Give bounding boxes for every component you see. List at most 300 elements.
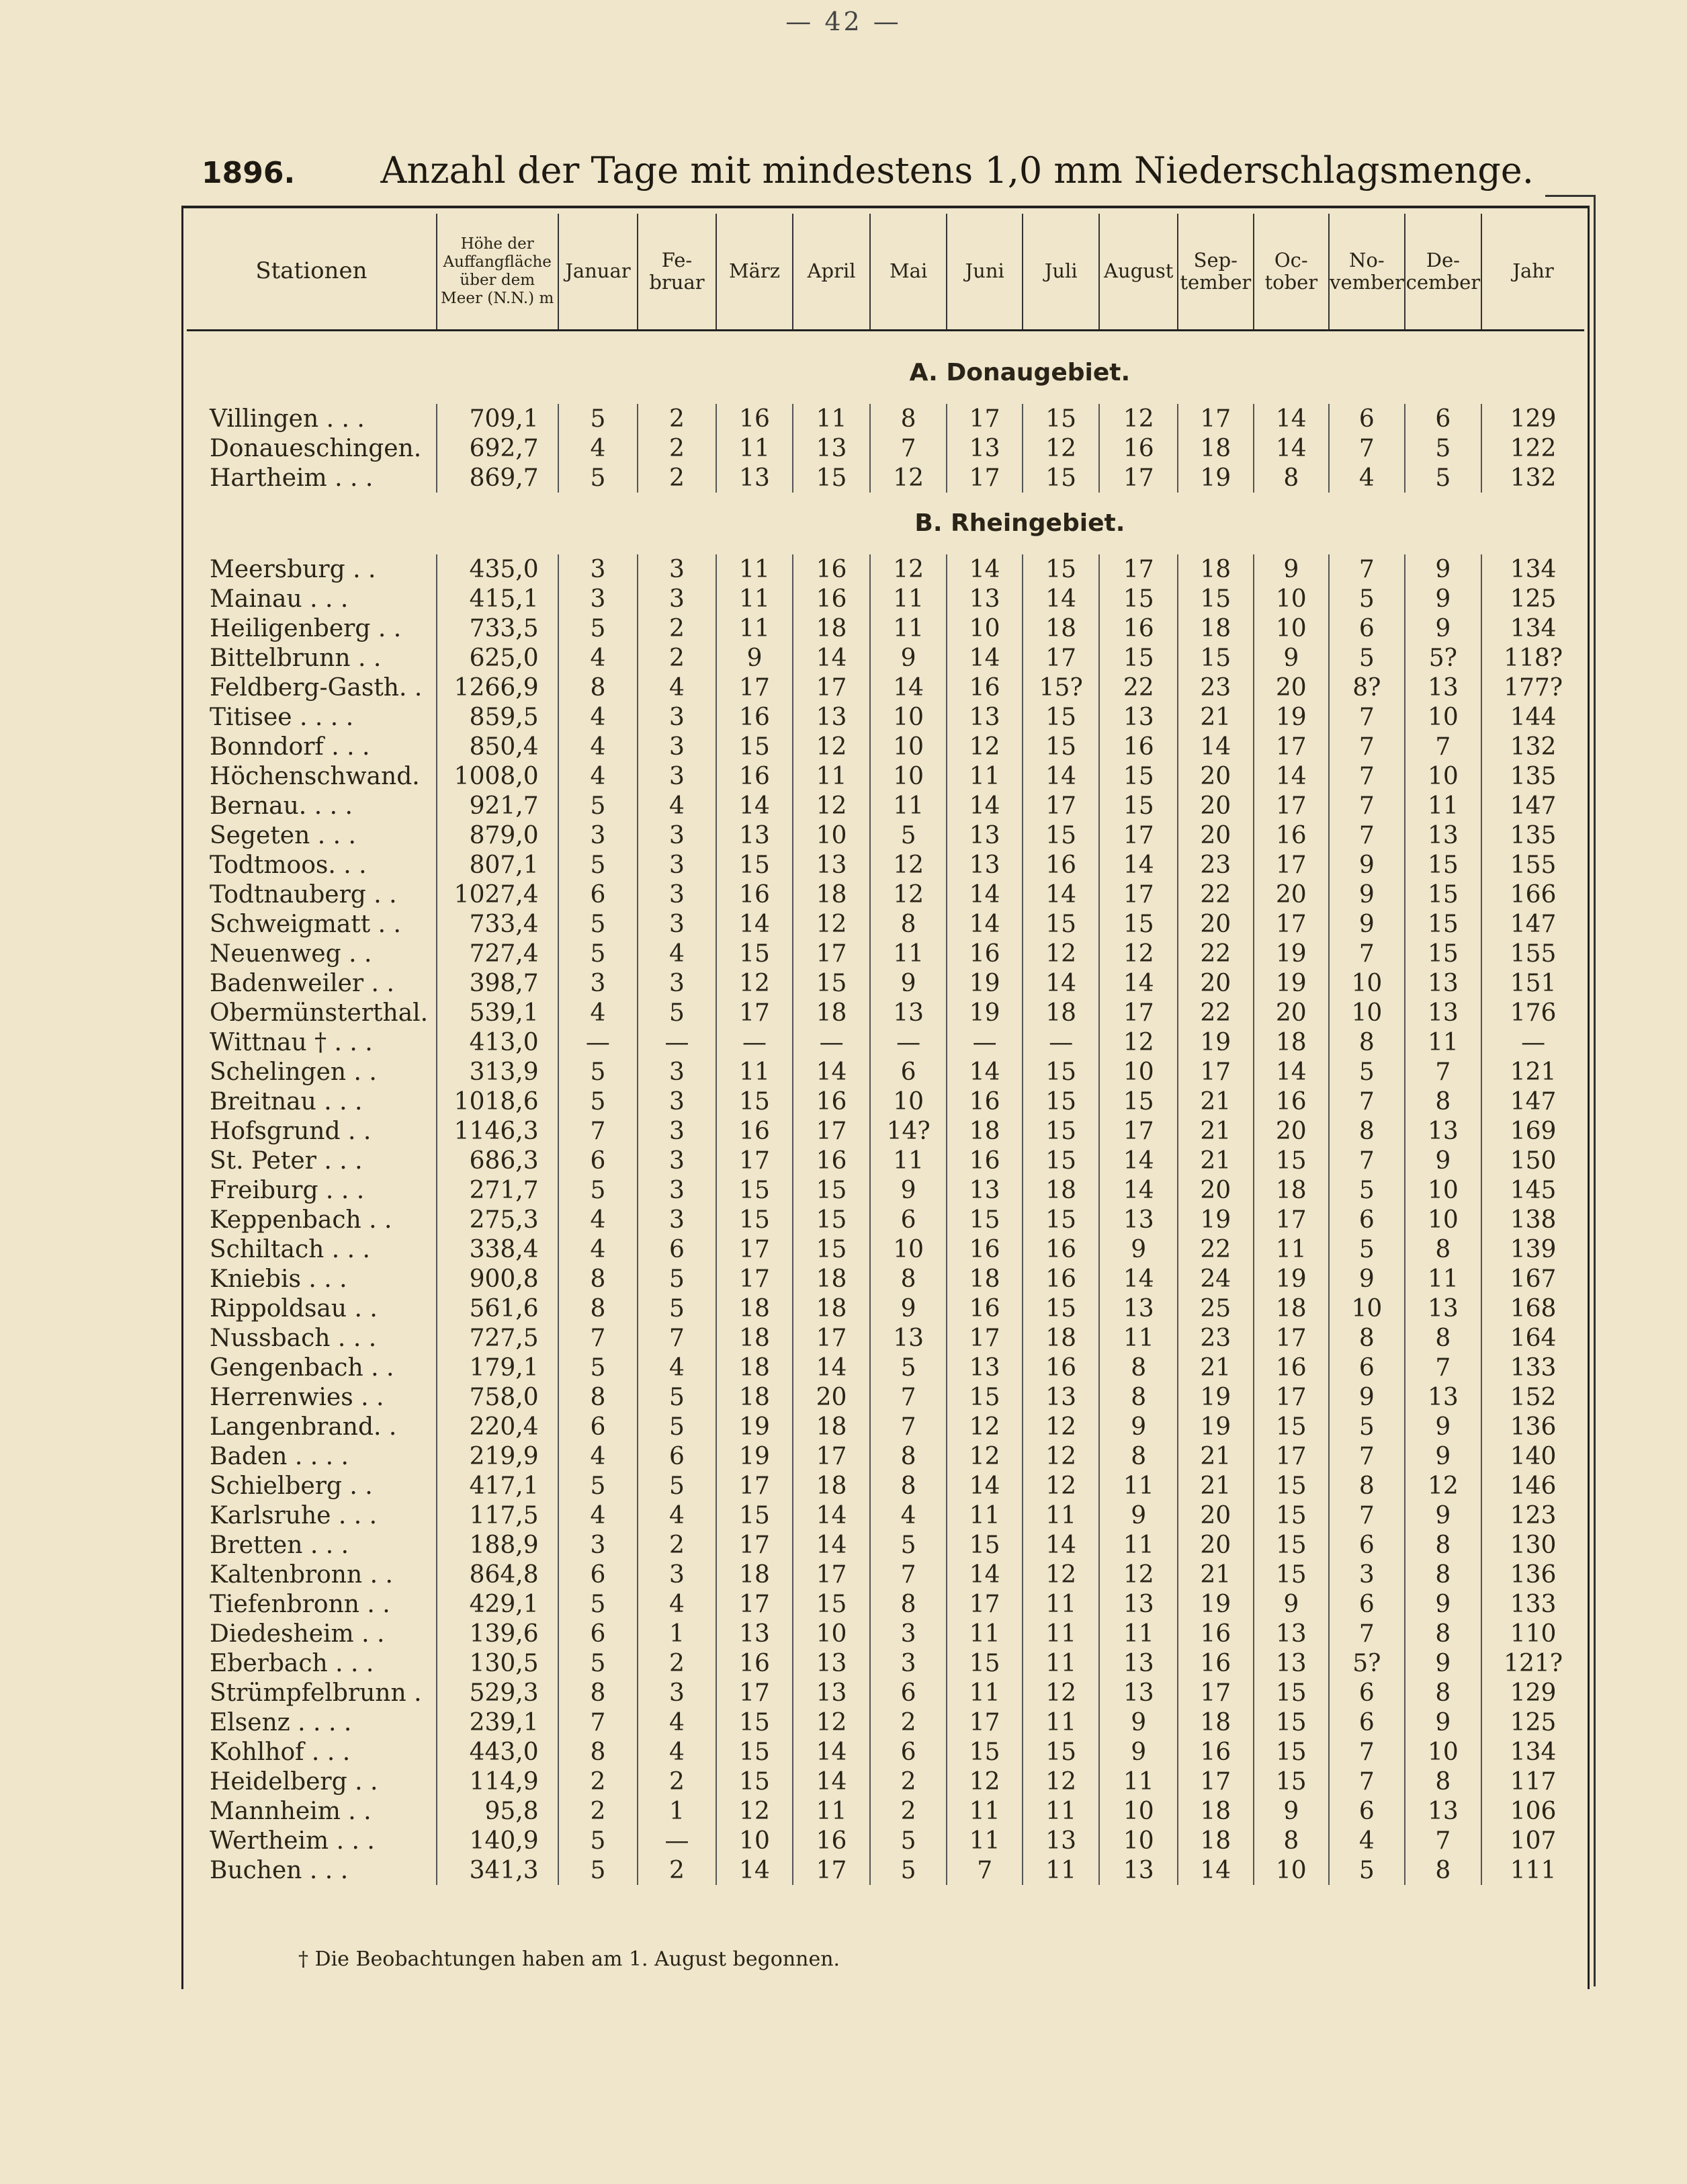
month-value: 18 [1178, 554, 1254, 584]
month-value: 12 [793, 909, 870, 939]
month-value: 4 [558, 1205, 638, 1234]
month-value: 15 [947, 1530, 1023, 1560]
month-value: 15? [1023, 673, 1100, 702]
month-value: 20 [1254, 880, 1330, 909]
table-row [187, 433, 1584, 463]
month-value: 7 [1329, 1441, 1405, 1471]
month-value: 9 [716, 643, 793, 673]
table-row [187, 1087, 1584, 1116]
month-value: 3 [558, 554, 638, 584]
month-value: 11 [1099, 1323, 1178, 1353]
month-value: 11 [1099, 1471, 1178, 1501]
station-name: St. Peter . . . [187, 1146, 437, 1175]
column-header-station: Stationen [187, 214, 437, 331]
month-value: 13 [793, 1648, 870, 1678]
altitude-value: 686,3 [437, 1146, 558, 1175]
month-value: 14 [1099, 1146, 1178, 1175]
altitude-value: 733,5 [437, 614, 558, 643]
month-value: 10 [1405, 702, 1482, 732]
month-value: 21 [1178, 1471, 1254, 1501]
year-total: 123 [1510, 1501, 1557, 1529]
month-value: 10 [1254, 584, 1330, 614]
month-value: 6 [1329, 1678, 1405, 1708]
month-value: 17 [1254, 732, 1330, 761]
month-value: 15 [1023, 1116, 1100, 1146]
station-name: Bernau. . . . [187, 791, 437, 821]
month-value: 21 [1178, 1441, 1254, 1471]
month-value: 7 [1329, 732, 1405, 761]
month-value: 15 [793, 1205, 870, 1234]
month-value: 17 [1254, 850, 1330, 880]
month-value: 16 [793, 1087, 870, 1116]
month-value: 9 [1099, 1501, 1178, 1530]
month-value: 9 [870, 643, 947, 673]
month-value: 18 [716, 1294, 793, 1323]
month-value: 11 [1405, 791, 1482, 821]
column-header-month: April [793, 214, 870, 331]
month-value: 1 [638, 1796, 716, 1826]
section-spacer [187, 493, 558, 540]
month-value: 15 [716, 1708, 793, 1737]
month-value: 14 [716, 1855, 793, 1885]
year-total: 155 [1510, 851, 1557, 879]
month-value: 8? [1329, 673, 1405, 702]
year-total: 177? [1504, 673, 1563, 702]
section-title: A. Donaugebiet. [909, 359, 1131, 386]
month-value: 11 [947, 1678, 1023, 1708]
month-value: 13 [1023, 1826, 1100, 1855]
month-value: 16 [947, 1146, 1023, 1175]
month-value: 7 [1329, 1737, 1405, 1767]
month-value: 9 [1099, 1737, 1178, 1767]
altitude-value: 139,6 [437, 1619, 558, 1648]
month-value: 15 [716, 850, 793, 880]
month-value: 11 [870, 1146, 947, 1175]
month-value: 9 [1405, 584, 1482, 614]
month-value: 5 [558, 909, 638, 939]
month-value: 5 [1405, 463, 1482, 493]
station-name: Kaltenbronn . . [187, 1560, 437, 1589]
month-value: 3 [870, 1648, 947, 1678]
month-value: 2 [558, 1796, 638, 1826]
month-value: 10 [1405, 1205, 1482, 1234]
month-value: 12 [947, 1767, 1023, 1796]
month-value: 17 [1254, 1205, 1330, 1234]
month-value: 9 [870, 1294, 947, 1323]
month-value: 15 [1254, 1767, 1330, 1796]
month-value: 16 [947, 673, 1023, 702]
column-header-month: Juni [947, 214, 1023, 331]
month-value: 17 [1099, 821, 1178, 850]
month-value: 9 [1329, 1382, 1405, 1412]
month-value: 9 [1405, 1412, 1482, 1441]
month-value: 3 [638, 1116, 716, 1146]
table-row [187, 554, 1584, 584]
month-value: 11 [1023, 1619, 1100, 1648]
month-value: 4 [638, 673, 716, 702]
month-value: 11 [793, 404, 870, 433]
column-header-month: Oc- tober [1254, 214, 1330, 331]
month-value: 14 [1254, 761, 1330, 791]
month-value: 14 [793, 1767, 870, 1796]
month-value: 18 [1023, 998, 1100, 1027]
month-value: 5? [1405, 643, 1482, 673]
month-value: 5 [1405, 433, 1482, 463]
month-value: 14 [947, 880, 1023, 909]
month-value: 5 [558, 1855, 638, 1885]
month-value: 9 [1329, 909, 1405, 939]
month-value: 6 [1405, 404, 1482, 433]
station-name: Buchen . . . [187, 1855, 437, 1885]
month-value: 13 [1405, 821, 1482, 850]
month-value: 3 [638, 850, 716, 880]
month-value: — [716, 1027, 793, 1057]
month-value: 21 [1178, 1087, 1254, 1116]
year-total: 152 [1510, 1383, 1557, 1411]
month-value: 14 [793, 1353, 870, 1382]
altitude-value: 859,5 [437, 702, 558, 732]
month-value: 3 [638, 554, 716, 584]
month-value: 15 [1178, 584, 1254, 614]
month-value: 17 [1254, 1382, 1330, 1412]
month-value: 8 [1405, 1678, 1482, 1708]
month-value: 2 [638, 433, 716, 463]
heading-title: Anzahl der Tage mit mindestens 1,0 mm Niederschlagsmenge. [380, 149, 1534, 192]
month-value: 10 [1405, 761, 1482, 791]
month-value: 14 [793, 643, 870, 673]
month-value: 3 [638, 584, 716, 614]
month-value: 13 [947, 850, 1023, 880]
month-value: 8 [558, 1294, 638, 1323]
month-value: 15 [1254, 1560, 1330, 1589]
table-row [187, 821, 1584, 850]
month-value: 5 [558, 791, 638, 821]
altitude-value: 341,3 [437, 1855, 558, 1885]
month-value: 7 [870, 1382, 947, 1412]
month-value: 16 [716, 1648, 793, 1678]
altitude-value: 95,8 [437, 1796, 558, 1826]
month-value: 4 [558, 433, 638, 463]
station-name: Diedesheim . . [187, 1619, 437, 1648]
altitude-value: 114,9 [437, 1767, 558, 1796]
month-value: 21 [1178, 1560, 1254, 1589]
section-spacer [1481, 342, 1584, 389]
month-value: 16 [1254, 821, 1330, 850]
station-name: Höchenschwand. [187, 761, 437, 791]
year-total: 130 [1510, 1531, 1557, 1559]
month-value: 10 [716, 1826, 793, 1855]
altitude-value: 239,1 [437, 1708, 558, 1737]
month-value: 9 [1405, 554, 1482, 584]
month-value: 7 [1329, 939, 1405, 968]
table-row [187, 1116, 1584, 1146]
month-value: 13 [716, 1619, 793, 1648]
month-value: 7 [1329, 1619, 1405, 1648]
month-value: 2 [638, 614, 716, 643]
month-value: 2 [638, 1530, 716, 1560]
month-value: 19 [947, 998, 1023, 1027]
month-value: 13 [1405, 998, 1482, 1027]
month-value: 18 [1178, 1708, 1254, 1737]
month-value: 14 [1178, 1855, 1254, 1885]
station-name: Nussbach . . . [187, 1323, 437, 1353]
month-value: 11 [793, 761, 870, 791]
month-value: 18 [793, 1412, 870, 1441]
month-value: 18 [716, 1560, 793, 1589]
station-name: Breitnau . . . [187, 1087, 437, 1116]
month-value: 6 [870, 1205, 947, 1234]
month-value: 14 [947, 1560, 1023, 1589]
table-row [187, 1560, 1584, 1589]
month-value: 15 [793, 1589, 870, 1619]
month-value: 3 [638, 909, 716, 939]
heading-year: 1896. [202, 156, 296, 190]
month-value: 17 [1099, 880, 1178, 909]
month-value: 21 [1178, 1146, 1254, 1175]
month-value: 7 [947, 1855, 1023, 1885]
month-value: 15 [947, 1648, 1023, 1678]
month-value: 18 [1178, 1826, 1254, 1855]
station-name: Meersburg . . [187, 554, 437, 584]
month-value: 9 [1405, 614, 1482, 643]
month-value: 10 [1254, 614, 1330, 643]
year-total: 118? [1504, 644, 1563, 672]
column-header-month: De- cember [1405, 214, 1482, 331]
table-row [187, 1708, 1584, 1737]
station-name: Heidelberg . . [187, 1767, 437, 1796]
month-value: 5 [558, 614, 638, 643]
month-value: 14 [1254, 1057, 1330, 1087]
year-total: 147 [1510, 792, 1557, 820]
table-row [187, 1530, 1584, 1560]
station-name: Schweigmatt . . [187, 909, 437, 939]
month-value: — [638, 1826, 716, 1855]
year-total: 145 [1510, 1176, 1557, 1204]
column-header-altitude: Höhe der Auffangfläche über dem Meer (N.N.) m [437, 214, 558, 331]
table-row [187, 1737, 1584, 1767]
month-value: 6 [870, 1057, 947, 1087]
month-value: 15 [793, 1175, 870, 1205]
month-value: 4 [558, 702, 638, 732]
month-value: 11 [1023, 1796, 1100, 1826]
month-value: 3 [638, 1057, 716, 1087]
month-value: 8 [1405, 1560, 1482, 1589]
month-value: 10 [870, 702, 947, 732]
month-value: 18 [1254, 1175, 1330, 1205]
month-value: 14? [870, 1116, 947, 1146]
month-value: 15 [1254, 1737, 1330, 1767]
month-value: 8 [558, 1678, 638, 1708]
month-value: 15 [1254, 1678, 1330, 1708]
month-value: 12 [716, 968, 793, 998]
table-row [187, 463, 1584, 493]
station-name: Herrenwies . . [187, 1382, 437, 1412]
column-header-month: August [1099, 214, 1178, 331]
month-value: 12 [1023, 1560, 1100, 1589]
altitude-value: 417,1 [437, 1471, 558, 1501]
year-total: 125 [1510, 585, 1557, 613]
year-total: 139 [1510, 1235, 1557, 1263]
month-value: 17 [1099, 1116, 1178, 1146]
month-value: 13 [716, 463, 793, 493]
month-value: 11 [1099, 1530, 1178, 1560]
month-value: 7 [870, 1560, 947, 1589]
month-value: 21 [1178, 702, 1254, 732]
month-value: 18 [793, 880, 870, 909]
month-value: 18 [1254, 1294, 1330, 1323]
month-value: 13 [1405, 1294, 1482, 1323]
year-total: 132 [1510, 732, 1557, 761]
month-value: 19 [1178, 1027, 1254, 1057]
month-value: 16 [947, 939, 1023, 968]
month-value: 18 [1178, 614, 1254, 643]
month-value: 12 [1405, 1471, 1482, 1501]
month-value: 20 [1178, 1530, 1254, 1560]
month-value: 5 [638, 1294, 716, 1323]
month-value: 16 [716, 880, 793, 909]
table-row [187, 1471, 1584, 1501]
altitude-value: 220,4 [437, 1412, 558, 1441]
year-total: 167 [1510, 1265, 1557, 1293]
month-value: 17 [1178, 1767, 1254, 1796]
table-row [187, 702, 1584, 732]
month-value: 12 [1023, 433, 1100, 463]
station-name: Schiltach . . . [187, 1234, 437, 1264]
month-value: 18 [1254, 1027, 1330, 1057]
month-value: 12 [1099, 404, 1178, 433]
station-name: Schelingen . . [187, 1057, 437, 1087]
month-value: 12 [1099, 939, 1178, 968]
month-value: 8 [870, 1589, 947, 1619]
month-value: 6 [558, 880, 638, 909]
precipitation-table [187, 214, 1584, 1925]
year-total: 168 [1510, 1294, 1557, 1322]
month-value: 19 [716, 1441, 793, 1471]
altitude-value: 879,0 [437, 821, 558, 850]
month-value: 17 [1178, 1057, 1254, 1087]
month-value: 18 [793, 614, 870, 643]
month-value: 15 [716, 1501, 793, 1530]
month-value: 17 [1178, 404, 1254, 433]
year-total: 134 [1510, 614, 1557, 642]
month-value: 10 [870, 761, 947, 791]
altitude-value: 443,0 [437, 1737, 558, 1767]
month-value: 13 [1254, 1648, 1330, 1678]
month-value: 12 [716, 1796, 793, 1826]
month-value: 16 [793, 1826, 870, 1855]
table-row [187, 1353, 1584, 1382]
month-value: 11 [947, 761, 1023, 791]
month-value: 15 [1405, 939, 1482, 968]
month-value: 5 [558, 1471, 638, 1501]
month-value: 20 [1254, 998, 1330, 1027]
month-value: 15 [793, 1234, 870, 1264]
month-value: 3 [558, 968, 638, 998]
month-value: 23 [1178, 673, 1254, 702]
month-value: 5 [558, 1353, 638, 1382]
month-value: 4 [638, 1353, 716, 1382]
month-value: 14 [1023, 761, 1100, 791]
station-name: Mannheim . . [187, 1796, 437, 1826]
month-value: 17 [1254, 1441, 1330, 1471]
month-value: 16 [947, 1087, 1023, 1116]
month-value: 9 [1405, 1501, 1482, 1530]
month-value: 15 [1023, 1737, 1100, 1767]
month-value: 14 [947, 909, 1023, 939]
section-header-row [187, 342, 1584, 389]
month-value: 13 [1254, 1619, 1330, 1648]
month-value: 19 [1178, 1205, 1254, 1234]
month-value: 12 [1023, 1678, 1100, 1708]
month-value: 2 [870, 1708, 947, 1737]
month-value: 15 [1023, 1294, 1100, 1323]
month-value: 10 [1329, 998, 1405, 1027]
month-value: — [870, 1027, 947, 1057]
month-value: 13 [1405, 1382, 1482, 1412]
year-total: 121? [1504, 1649, 1563, 1677]
spacer-row [187, 331, 1584, 343]
month-value: 7 [638, 1323, 716, 1353]
month-value: 13 [1405, 673, 1482, 702]
month-value: 18 [716, 1382, 793, 1412]
table-row [187, 1146, 1584, 1175]
month-value: 6 [870, 1737, 947, 1767]
spacer-cell [187, 1885, 1584, 1925]
month-value: 5 [1329, 1175, 1405, 1205]
table-row [187, 998, 1584, 1027]
month-value: 16 [716, 1116, 793, 1146]
month-value: 14 [1178, 732, 1254, 761]
month-value: 14 [1099, 968, 1178, 998]
month-value: 16 [1023, 1234, 1100, 1264]
month-value: 2 [638, 1855, 716, 1885]
spacer-row [187, 540, 1584, 554]
table-row [187, 880, 1584, 909]
month-value: 14 [1023, 1530, 1100, 1560]
year-total: 134 [1510, 555, 1557, 583]
year-total: 133 [1510, 1590, 1557, 1618]
month-value: 15 [947, 1205, 1023, 1234]
station-name: Strümpfelbrunn . [187, 1678, 437, 1708]
station-name: Wittnau † . . . [187, 1027, 437, 1057]
station-name: Freiburg . . . [187, 1175, 437, 1205]
month-value: — [793, 1027, 870, 1057]
month-value: 5 [638, 1471, 716, 1501]
month-value: 5 [1329, 1234, 1405, 1264]
month-value: 5 [1329, 584, 1405, 614]
month-value: 3 [1329, 1560, 1405, 1589]
month-value: 18 [793, 1264, 870, 1294]
month-value: 25 [1178, 1294, 1254, 1323]
month-value: 13 [1099, 1294, 1178, 1323]
table-row [187, 404, 1584, 433]
month-value: 8 [1329, 1471, 1405, 1501]
month-value: 16 [1023, 1353, 1100, 1382]
month-value: 24 [1178, 1264, 1254, 1294]
month-value: 3 [638, 1087, 716, 1116]
table-row [187, 1441, 1584, 1471]
month-value: 9 [1405, 1146, 1482, 1175]
month-value: 5 [1329, 1412, 1405, 1441]
month-value: 20 [1178, 968, 1254, 998]
altitude-value: 429,1 [437, 1589, 558, 1619]
month-value: 19 [1254, 939, 1330, 968]
station-name: Kohlhof . . . [187, 1737, 437, 1767]
month-value: 8 [870, 909, 947, 939]
month-value: 17 [716, 1530, 793, 1560]
month-value: 7 [558, 1323, 638, 1353]
year-total: 117 [1510, 1767, 1557, 1796]
